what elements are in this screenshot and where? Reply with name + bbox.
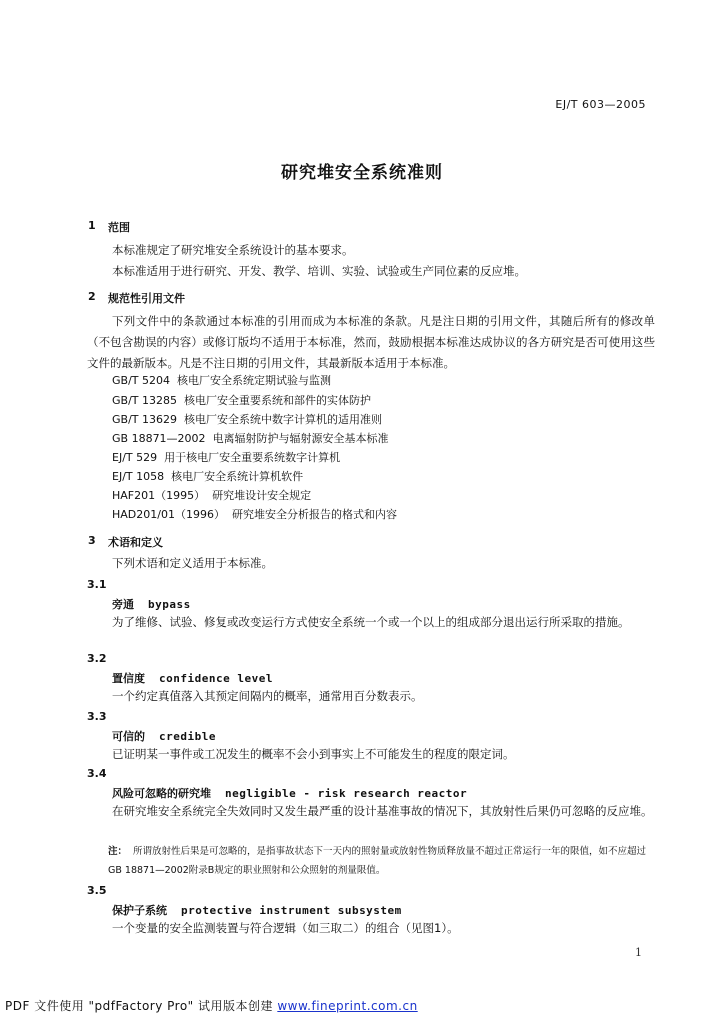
section-2-intro: 下列文件中的条款通过本标准的引用而成为本标准的条款。凡是注日期的引用文件，其随后所有的修改单（不包含勘误的内容）或修订版均不适用于本标准，然而，鼓励根据本标准达成协议的各方研究是否可使用这些文件的最新版本。凡是不注日期的引用文件，其最新版本适用于本标准。 bbox=[87, 314, 655, 370]
term-zh: 旁通 bbox=[112, 598, 134, 611]
section-2-number: 2 bbox=[88, 290, 96, 303]
section-3-intro: 下列术语和定义适用于本标准。 bbox=[112, 556, 273, 570]
term-en: credible bbox=[159, 730, 216, 743]
term-zh: 风险可忽略的研究堆 bbox=[112, 787, 211, 800]
term-definition: 为了维修、试验、修复或改变运行方式使安全系统一个或一个以上的组成部分退出运行所采取的措施。 bbox=[112, 615, 630, 629]
reference-code: HAF201（1995） bbox=[112, 489, 206, 502]
standard-code: EJ/T 603—2005 bbox=[555, 98, 646, 111]
reference-name: 研究堆安全分析报告的格式和内容 bbox=[231, 508, 397, 521]
section-1-paragraph: 本标准适用于进行研究、开发、教学、培训、实验、试验或生产同位素的反应堆。 bbox=[112, 264, 526, 278]
term-heading bbox=[112, 728, 216, 744]
section-2-title: 规范性引用文件 bbox=[108, 292, 185, 305]
reference-code: HAD201/01（1996） bbox=[112, 508, 225, 521]
page-number: 1 bbox=[635, 946, 642, 959]
term-heading bbox=[112, 670, 273, 686]
reference-item bbox=[112, 371, 331, 391]
reference-item bbox=[112, 448, 340, 468]
section-1-paragraph: 本标准规定了研究堆安全系统设计的基本要求。 bbox=[112, 243, 354, 257]
term-en: confidence level bbox=[159, 672, 273, 685]
term-en: negligible - risk research reactor bbox=[225, 787, 468, 800]
term-zh: 可信的 bbox=[112, 730, 145, 743]
reference-item bbox=[112, 429, 389, 449]
reference-code: GB/T 5204 bbox=[112, 374, 170, 387]
reference-name: 研究堆设计安全规定 bbox=[212, 489, 312, 502]
pdf-footer bbox=[5, 997, 418, 1014]
reference-code: EJ/T 1058 bbox=[112, 470, 165, 483]
note-label: 注： bbox=[108, 846, 128, 857]
term-en: bypass bbox=[148, 598, 191, 611]
reference-item bbox=[112, 410, 382, 430]
term-zh: 置信度 bbox=[112, 672, 145, 685]
reference-name: 用于核电厂安全重要系统数字计算机 bbox=[164, 451, 341, 464]
document-title: 研究堆安全系统准则 bbox=[281, 163, 443, 183]
term-number: 3.1 bbox=[87, 578, 107, 591]
term-heading bbox=[112, 596, 191, 612]
reference-item bbox=[112, 467, 303, 487]
term-number: 3.4 bbox=[87, 767, 107, 780]
term-number: 3.2 bbox=[87, 652, 107, 665]
reference-item bbox=[112, 486, 311, 506]
term-definition: 一个变量的安全监测装置与符合逻辑（如三取二）的组合（见图1）。 bbox=[112, 921, 459, 935]
reference-item bbox=[112, 505, 397, 525]
term-definition: 已证明某一事件或工况发生的概率不会小到事实上不可能发生的程度的限定词。 bbox=[112, 747, 515, 761]
term-en: protective instrument subsystem bbox=[181, 904, 402, 917]
term-heading bbox=[112, 785, 467, 801]
reference-name: 核电厂安全重要系统和部件的实体防护 bbox=[184, 394, 371, 407]
reference-code: GB/T 13629 bbox=[112, 413, 177, 426]
footer-link[interactable]: www.fineprint.com.cn bbox=[277, 999, 418, 1013]
term-definition: 在研究堆安全系统完全失效同时又发生最严重的设计基准事故的情况下，其放射性后果仍可忽略的反应堆。 bbox=[112, 804, 653, 818]
section-1-number: 1 bbox=[88, 219, 96, 232]
section-3-number: 3 bbox=[88, 534, 96, 547]
reference-code: GB 18871—2002 bbox=[112, 432, 206, 445]
reference-name: 核电厂安全系统计算机软件 bbox=[171, 470, 304, 483]
section-3-title: 术语和定义 bbox=[108, 536, 163, 549]
term-number: 3.3 bbox=[87, 710, 107, 723]
reference-name: 核电厂安全系统定期试验与监测 bbox=[177, 374, 331, 387]
reference-code: GB/T 13285 bbox=[112, 394, 177, 407]
reference-item bbox=[112, 391, 371, 411]
reference-code: EJ/T 529 bbox=[112, 451, 158, 464]
term-definition: 一个约定真值落入其预定间隔内的概率，通常用百分数表示。 bbox=[112, 689, 423, 703]
section-1-title: 范围 bbox=[108, 221, 130, 234]
note bbox=[108, 842, 656, 880]
term-number: 3.5 bbox=[87, 884, 107, 897]
term-heading bbox=[112, 902, 402, 918]
reference-name: 核电厂安全系统中数字计算机的适用准则 bbox=[184, 413, 382, 426]
note-text: 所谓放射性后果是可忽略的，是指事故状态下一天内的照射量或放射性物质释放量不超过正常运行一年的限值，如不应超过GB 18871—2002附录B规定的职业照射和公众照射的剂量限值。 bbox=[108, 846, 647, 876]
reference-name: 电离辐射防护与辐射源安全基本标准 bbox=[212, 432, 389, 445]
footer-text: PDF 文件使用 "pdfFactory Pro" 试用版本创建 bbox=[5, 999, 278, 1013]
term-zh: 保护子系统 bbox=[112, 904, 167, 917]
